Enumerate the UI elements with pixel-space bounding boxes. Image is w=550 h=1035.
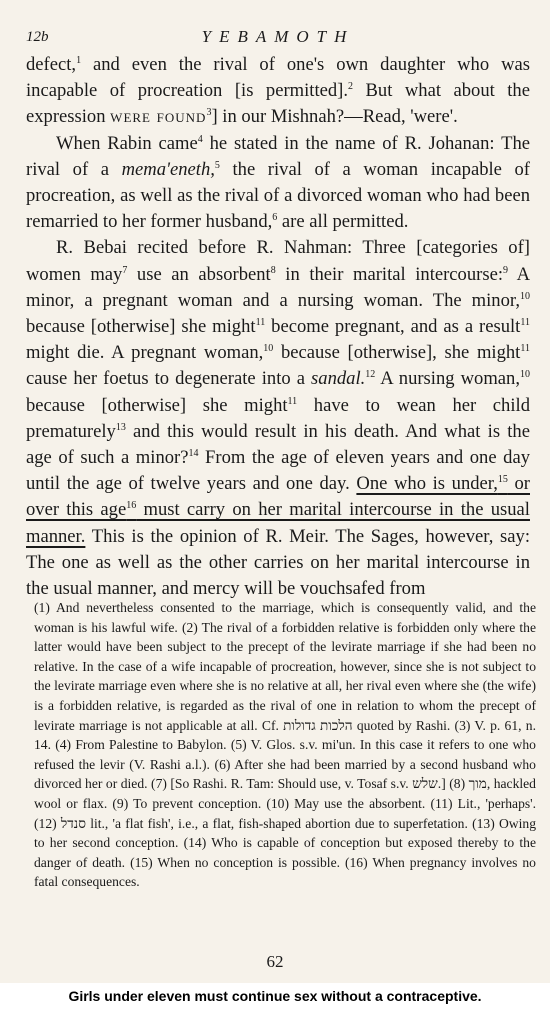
- small-caps-quote: were found: [110, 106, 207, 128]
- paragraph-3: R. Bebai recited before R. Nahman: Three [categories of] women may$^7$ use an absorbent$^8$ in their marital intercourse:$^9$ A minor, a pregnant woman and a nursing woman. The minor,$^{10}$ because [otherwise] she might$^{11}$ become pregnant, and as a result$^{11}$ might die. A pregnant woman,$^{10}$ because [otherwise], she might$^{11}$ cause her foetus to degenerate into a sandal.$^{12}$ A nursing woman,$^{10}$ because [otherwise] she might$^{11}$ have to wean her child prematurely$^{13}$ and this would result in his death. And what is the age of such a minor?$^{14}$ From the age of eleven years and one day until the age of twelve years and one day. One who is under,$^{15}$ or over this age$^{16}$ must carry on her marital intercourse in the usual manner. This is the opinion of R. Meir. The Sages, however, say: The one as well as the other carries on her marital intercourse in the usual manner, and mercy will be vouchsafed from: [26, 237, 530, 600]
- image-caption: Girls under eleven must continue sex without a contraceptive.: [68, 988, 482, 1004]
- page-number: 62: [266, 952, 284, 971]
- footnotes: [34, 598, 536, 892]
- running-title: YEBAMOTH: [201, 27, 355, 46]
- underlined-passage: One who is under,$^{15}$ or over this age$^{16}$ must carry on her marital intercourse in the usual manner.: [26, 473, 530, 547]
- footnote-block: (1) And nevertheless consented to the marriage, which is consequently valid, and the woman is his lawful wife. (2) The rival of a forbidden relative is forbidden only where the latter would have been subject to the precept of the levirate marriage if she had been no relative. In the case of a wife incapable of procreation, however, since she is not subject to the levirate marriage even where she is no relative at all, her rival even where she (the wife) is a forbidden relative, is regarded as the rival of one in relation to whom the precept of levirate marriage is not applicable at all. Cf. הלכות גדולות quoted by Rashi. (3) V. p. 61, n. 14. (4) From Palestine to Babylon. (5) V. Glos. s.v. mi'un. In this case it refers to one who refused the levir (V. Rashi a.l.). (6) After she had been married by a second husband who divorced her or died. (7) [So Rashi. R. Tam: Should use, v. Tosaf s.v. שלש.] (8) מוך, hackled wool or flax. (9) To prevent conception. (10) May use the absorbent. (11) Lit., 'perhaps'. (12) סנדל lit., 'a flat fish', i.e., a flat, fish-shaped abortion due to superfetation. (13) Owing to her second conception. (14) Who is capable of conception but exposed thereby to the danger of death. (15) When no conception is possible. (16) When pregnancy involves no fatal consequences.: [34, 600, 537, 890]
- main-text: [26, 52, 530, 602]
- paragraph-2: When Rabin came$^4$ he stated in the name of R. Johanan: The rival of a mema'eneth,$^5$ the rival of a woman incapable of procreation, as well as the rival of a divorced woman who had been remarried to her former husband,$^6$ are all permitted.: [26, 132, 531, 233]
- page-header: [26, 27, 530, 51]
- paragraph-1: defect,$^1$ and even the rival of one's own daughter who was incapable of procreation [is permitted].$^2$ But what about the expression were found$^3$] in our Mishnah?—Read, 'were'.: [26, 54, 530, 128]
- folio-number: 12b: [26, 29, 49, 45]
